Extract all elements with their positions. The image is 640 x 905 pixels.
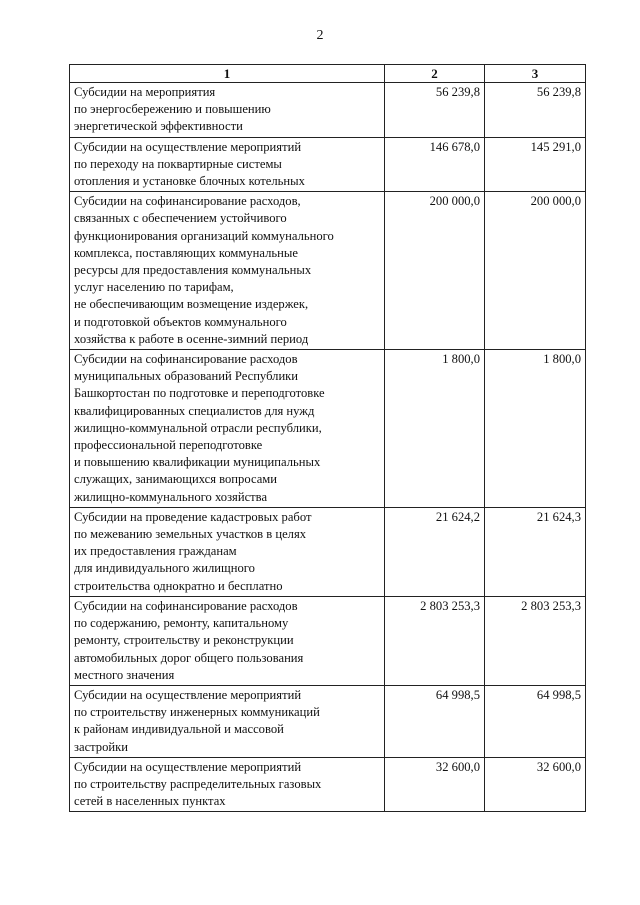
amount-col-3: 1 800,0 [485, 350, 586, 508]
subsidy-name-line: по энергосбережению и повышению [74, 102, 271, 117]
subsidy-name-cell [70, 192, 385, 350]
subsidy-name-cell [70, 685, 385, 757]
subsidy-name-line: Субсидии на осуществление мероприятий [74, 759, 302, 774]
subsidy-name-line: по строительству инженерных коммуникаций [74, 705, 320, 720]
subsidy-name-line: по строительству распределительных газовых [74, 776, 322, 791]
table-row [70, 83, 586, 138]
subsidy-name-line: квалифицированных специалистов для нужд [74, 403, 315, 418]
subsidy-name-line: местного значения [74, 667, 175, 682]
table-row [70, 757, 586, 812]
amount-col-2: 2 803 253,3 [385, 596, 485, 685]
subsidy-name-cell [70, 757, 385, 812]
table-row [70, 192, 586, 350]
amount-col-3: 145 291,0 [485, 137, 586, 192]
subsidy-name-line: служащих, занимающихся вопросами [74, 472, 278, 487]
subsidy-name-line: и повышению квалификации муниципальных [74, 455, 321, 470]
header-col-1: 1 [70, 65, 385, 83]
amount-col-2: 146 678,0 [385, 137, 485, 192]
amount-col-3: 200 000,0 [485, 192, 586, 350]
subsidy-name-line: Башкортостан по подготовке и переподготовке [74, 386, 325, 401]
amount-col-2: 21 624,2 [385, 507, 485, 596]
subsidy-name-line: ресурсы для предоставления коммунальных [74, 263, 312, 278]
subsidy-name-line: застройки [74, 739, 129, 754]
subsidy-name-line: для индивидуального жилищного [74, 561, 255, 576]
amount-col-3: 64 998,5 [485, 685, 586, 757]
amount-col-3: 32 600,0 [485, 757, 586, 812]
subsidy-name-line: муниципальных образований Республики [74, 369, 299, 384]
subsidy-name-line: автомобильных дорог общего пользования [74, 650, 304, 665]
amount-col-2: 32 600,0 [385, 757, 485, 812]
amount-col-2: 56 239,8 [385, 83, 485, 138]
subsidy-name-line: функционирования организаций коммунального [74, 228, 334, 243]
amount-col-3: 56 239,8 [485, 83, 586, 138]
subsidy-name-line: Субсидии на софинансирование расходов, [74, 194, 301, 209]
subsidy-name-cell [70, 596, 385, 685]
subsidy-name-line: сетей в населенных пунктах [74, 794, 226, 809]
subsidy-name-line: Субсидии на осуществление мероприятий [74, 139, 302, 154]
subsidies-table [69, 64, 586, 812]
subsidy-name-cell [70, 83, 385, 138]
header-col-3: 3 [485, 65, 586, 83]
subsidy-name-line: отопления и установке блочных котельных [74, 174, 305, 189]
page-number: 2 [316, 28, 324, 43]
subsidy-name-cell [70, 507, 385, 596]
subsidy-name-line: и подготовкой объектов коммунального [74, 314, 287, 329]
subsidy-name-line: хозяйства к работе в осенне-зимний период [74, 331, 309, 346]
subsidy-name-line: жилищно-коммунального хозяйства [74, 489, 268, 504]
amount-col-2: 64 998,5 [385, 685, 485, 757]
amount-col-3: 2 803 253,3 [485, 596, 586, 685]
subsidy-name-line: ремонту, строительству и реконструкции [74, 633, 294, 648]
table-header-row [70, 65, 586, 83]
subsidy-name-cell [70, 350, 385, 508]
subsidy-name-line: Субсидии на софинансирование расходов [74, 352, 298, 367]
table-row [70, 685, 586, 757]
subsidy-name-line: услуг населению по тарифам, [74, 280, 234, 295]
table-row [70, 350, 586, 508]
table-body [70, 83, 586, 812]
amount-col-3: 21 624,3 [485, 507, 586, 596]
amount-col-2: 1 800,0 [385, 350, 485, 508]
subsidy-name-line: профессиональной переподготовке [74, 438, 263, 453]
subsidy-name-line: Субсидии на мероприятия [74, 85, 216, 99]
header-col-2: 2 [385, 65, 485, 83]
subsidy-name-line: комплекса, поставляющих коммунальные [74, 245, 298, 260]
subsidy-name-line: не обеспечивающим возмещение издержек, [74, 297, 309, 312]
subsidy-name-line: Субсидии на софинансирование расходов [74, 598, 298, 613]
subsidy-name-line: по межеванию земельных участков в целях [74, 527, 307, 542]
subsidy-name-line: энергетической эффективности [74, 119, 243, 134]
table-row [70, 507, 586, 596]
subsidy-name-line: строительства однократно и бесплатно [74, 578, 283, 593]
subsidy-name-line: Субсидии на осуществление мероприятий [74, 687, 302, 702]
amount-col-2: 200 000,0 [385, 192, 485, 350]
subsidy-name-line: связанных с обеспечением устойчивого [74, 211, 287, 226]
subsidy-name-cell [70, 137, 385, 192]
table-row [70, 137, 586, 192]
subsidy-name-line: по переходу на поквартирные системы [74, 156, 282, 171]
subsidy-name-line: их предоставления гражданам [74, 544, 237, 559]
subsidy-name-line: по содержанию, ремонту, капитальному [74, 616, 289, 631]
table-row [70, 596, 586, 685]
subsidy-name-line: жилищно-коммунальной отрасли республики, [74, 420, 322, 435]
subsidy-name-line: Субсидии на проведение кадастровых работ [74, 509, 312, 524]
subsidy-name-line: к районам индивидуальной и массовой [74, 722, 284, 737]
